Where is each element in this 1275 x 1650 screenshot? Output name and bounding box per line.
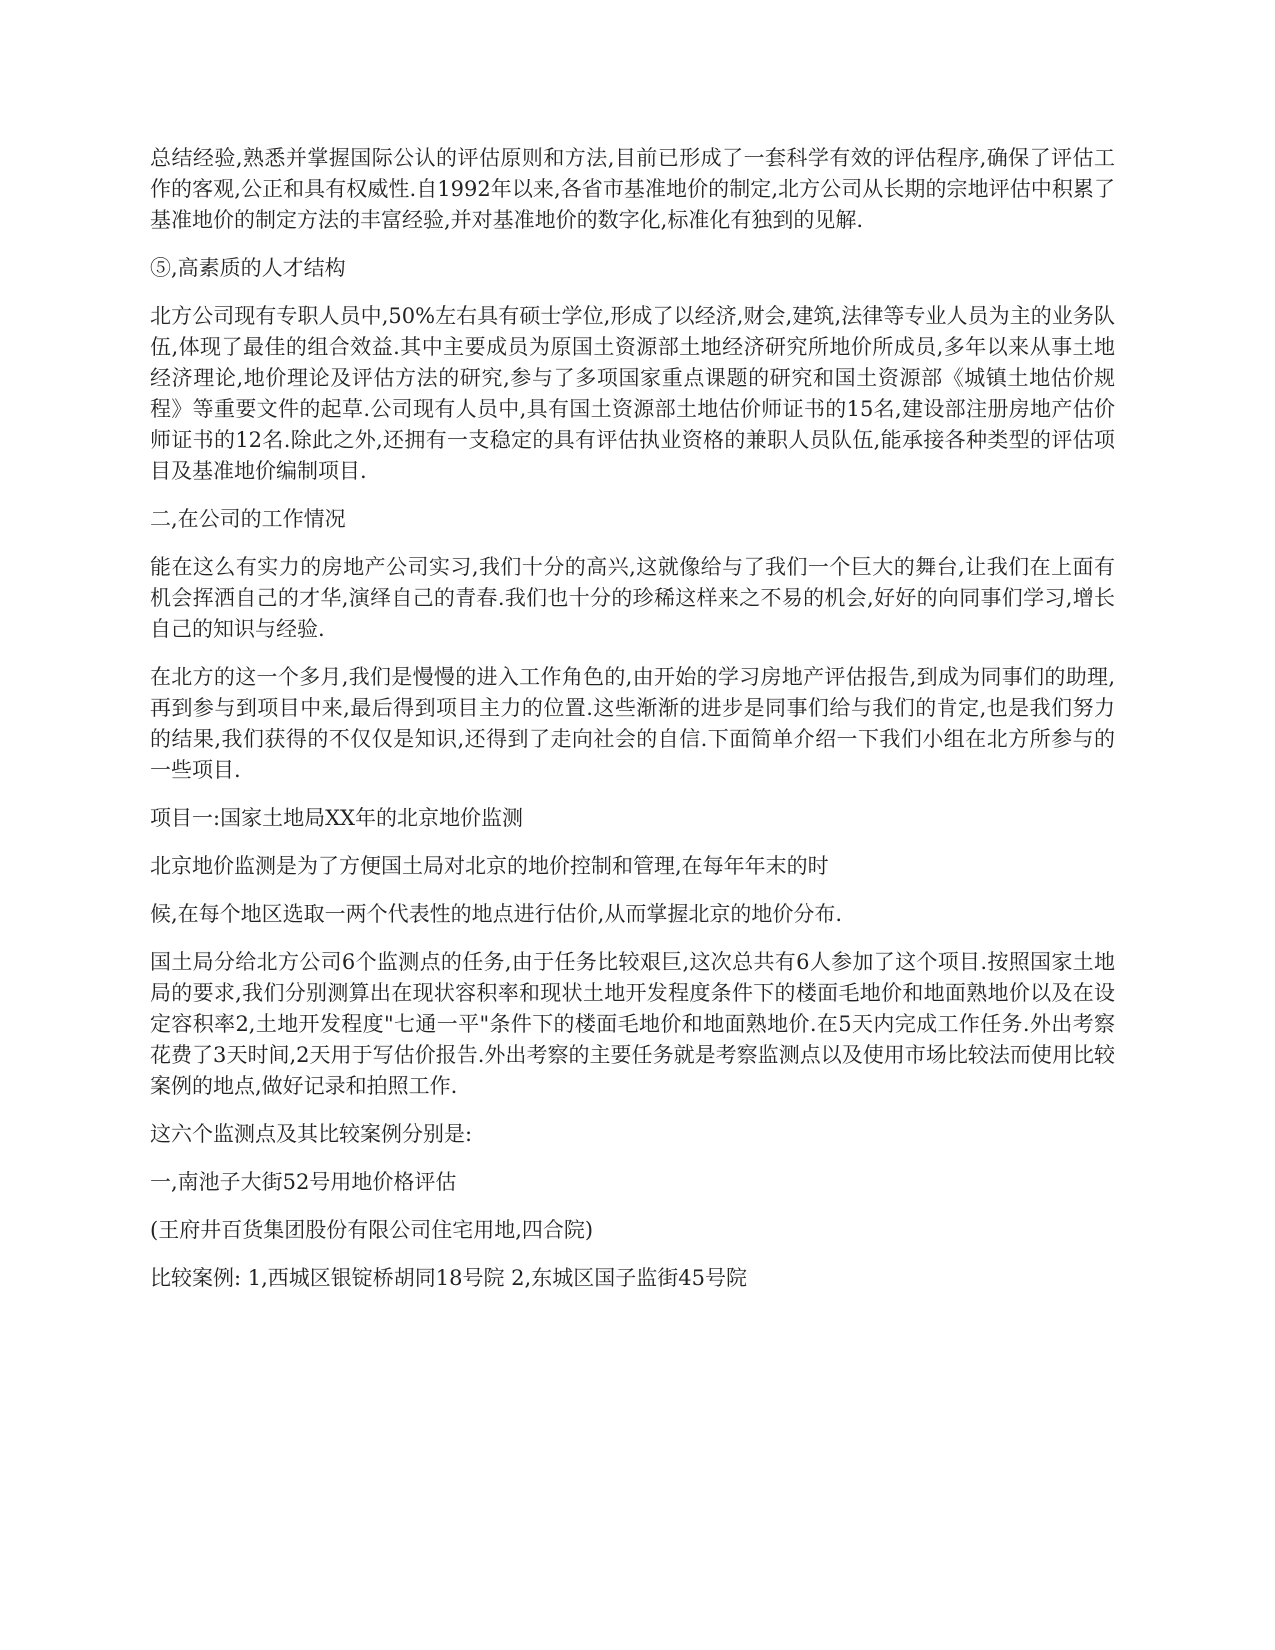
heading-work-situation: 二,在公司的工作情况 [150, 507, 346, 531]
paragraph-monitoring-purpose: 候,在每个地区选取一两个代表性的地点进行估价,从而掌握北京的地价分布. [150, 902, 843, 926]
paragraph-points-intro: 这六个监测点及其比较案例分别是: [150, 1122, 473, 1146]
paragraph-progress: 在北方的这一个多月,我们是慢慢的进入工作角色的,由开始的学习房地产评估报告,到成为同事们的助理,再到参与到项目中来,最后得到项目主力的位置.这些渐渐的进步是同事们给与我们的肯定,也是我们努力的结果,我们获得的不仅仅是知识,还得到了走向社会的自信.下面简单介绍一下我们小组在北方所参与的 一些项目. [150, 665, 1115, 782]
paragraph-monitoring-intro: 北京地价监测是为了方便国土局对北京的地价控制和管理,在每年年末的时 [150, 854, 829, 878]
heading-talent-structure: ⑤,高素质的人才结构 [150, 256, 346, 280]
paragraph-experience: 总结经验,熟悉并掌握国际公认的评估原则和方法,目前已形成了一套科学有效的评估程序,确保了评估工作的客观,公正和具有权威性.自1992年以来,各省市基准地价的制定,北方公司从长期的宗地评估中积累了基准地价的制定方法的丰富经验,并对基准地价的数字化,标准化有独到的见解. [150, 146, 1115, 232]
paragraph-comparison-cases: 比较案例: 1,西城区银锭桥胡同18号院 2,东城区国子监街45号院 [150, 1266, 747, 1290]
paragraph-monitoring-task: 国土局分给北方公司6个监测点的任务,由于任务比较艰巨,这次总共有6人参加了这个项目.按照国家土地局的要求,我们分别测算出在现状容积率和现状土地开发程度条件下的楼面毛地价和地面熟地价以及在设定容积率2,土地开发程度"七通一平"条件下的楼面毛地价和地面熟地价.在5天内完成工作任务.外出考察花费了3天时间,2天用于写估价报告.外出考察的主要任务就是考察监测点以及使用市场比较法而使用比较案例的地点,做好记录和拍照工作. [150, 950, 1115, 1098]
paragraph-internship: 能在这么有实力的房地产公司实习,我们十分的高兴,这就像给与了我们一个巨大的舞台,让我们在上面有机会挥洒自己的才华,演绎自己的青春.我们也十分的珍稀这样来之不易的机会,好好的向同事们学习,增长自己的知识与经验. [150, 555, 1115, 641]
document-body [150, 143, 1115, 1311]
paragraph-staff: 北方公司现有专职人员中,50%左右具有硕士学位,形成了以经济,财会,建筑,法律等专业人员为主的业务队伍,体现了最佳的组合效益.其中主要成员为原国土资源部土地经济研究所地价所成员,多年以来从事土地经济理论,地价理论及评估方法的研究,参与了多项国家重点课题的研究和国土资源部《城镇土地估价规程》等重要文件的起草.公司现有人员中,具有国土资源部土地估价师证书的15名,建设部注册房地产估价师证书的12名.除此之外,还拥有一支稳定的具有评估执业资格的兼职人员队伍,能承接各种类型的评估项目及基准地价编制项目. [150, 304, 1115, 483]
heading-project-one: 项目一:国家土地局XX年的北京地价监测 [150, 806, 523, 830]
paragraph-point-one-owner: (王府井百货集团股份有限公司住宅用地,四合院) [150, 1218, 594, 1242]
heading-point-one: 一,南池子大街52号用地价格评估 [150, 1170, 457, 1194]
